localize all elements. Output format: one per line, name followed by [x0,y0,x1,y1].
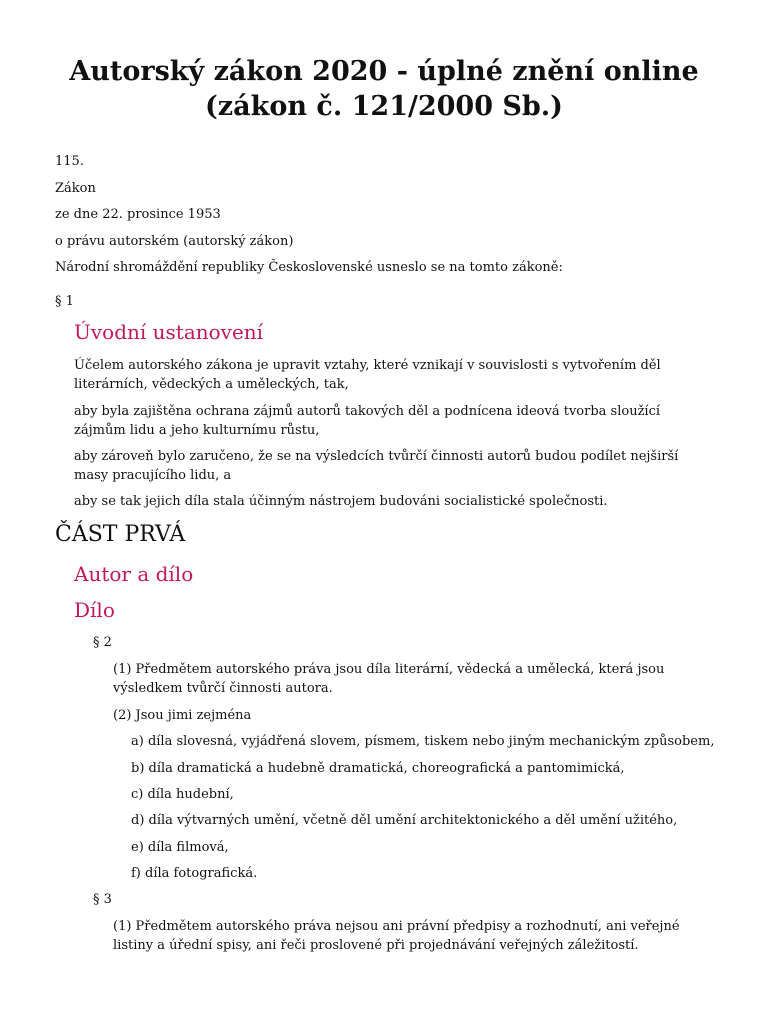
list-item: d) díla výtvarných umění, včetně děl umění architektonického a děl umění užitého, [131,813,678,828]
law-type: Zákon [55,181,96,196]
law-number: 115. [55,154,84,169]
section-2-mark: § 2 [93,635,112,650]
list-item: f) díla fotografická. [131,866,258,881]
section-1-paragraph-4: aby se tak jejich díla stala účinným nástrojem budováni socialistické společnosti. [74,494,608,509]
law-date: ze dne 22. prosince 1953 [55,207,221,222]
section-2-paragraph-1: (1) Předmětem autorského práva jsou díla literární, vědecká a umělecká, která jsou výsledkem tvůrčí činnosti autora. [113,662,665,696]
section-1-heading: Úvodní ustanovení [74,320,264,344]
page-title [0,54,768,124]
section-2-paragraph-2: (2) Jsou jimi zejména [113,708,252,723]
section-1-paragraph-3: aby zároveň bylo zaručeno, že se na výsledcích tvůrčí činnosti autorů budou podílet nejširší masy pracujícího lidu, a [74,449,679,483]
section-3-paragraph-1: (1) Předmětem autorského práva nejsou ani právní předpisy a rozhodnutí, ani veřejné listiny a úřední spisy, ani řeči proslovené při projednávání veřejných záležitostí. [113,919,680,953]
section-3-mark: § 3 [93,892,112,907]
section-1-paragraph-2: aby byla zajištěna ochrana zájmů autorů takových děl a podnícena ideová tvorba sloužící zájmům lidu a jeho kulturnímu růstu, [74,404,661,438]
list-item: c) díla hudební, [131,787,234,802]
section-1-mark: § 1 [55,294,74,309]
list-item: e) díla filmová, [131,840,229,855]
section-1-paragraph-1: Účelem autorského zákona je upravit vztahy, které vznikají v souvislosti s vytvořením děl literárních, vědeckých a uměleckých, tak, [74,358,661,392]
law-enactment: Národní shromáždění republiky Československé usneslo se na tomto zákoně: [55,260,563,275]
title-line-1: Autorský zákon 2020 - úplné znění online [69,56,699,87]
law-subject: o právu autorském (autorský zákon) [55,234,294,249]
title-line-2: (zákon č. 121/2000 Sb.) [205,91,563,122]
chapter-heading: Dílo [74,598,115,622]
part-1-heading: ČÁST PRVÁ [55,522,186,547]
part-1-subheading: Autor a dílo [74,562,194,586]
list-item: a) díla slovesná, vyjádřená slovem, písmem, tiskem nebo jiným mechanickým způsobem, [131,734,715,749]
list-item: b) díla dramatická a hudebně dramatická, choreografická a pantomimická, [131,761,625,776]
